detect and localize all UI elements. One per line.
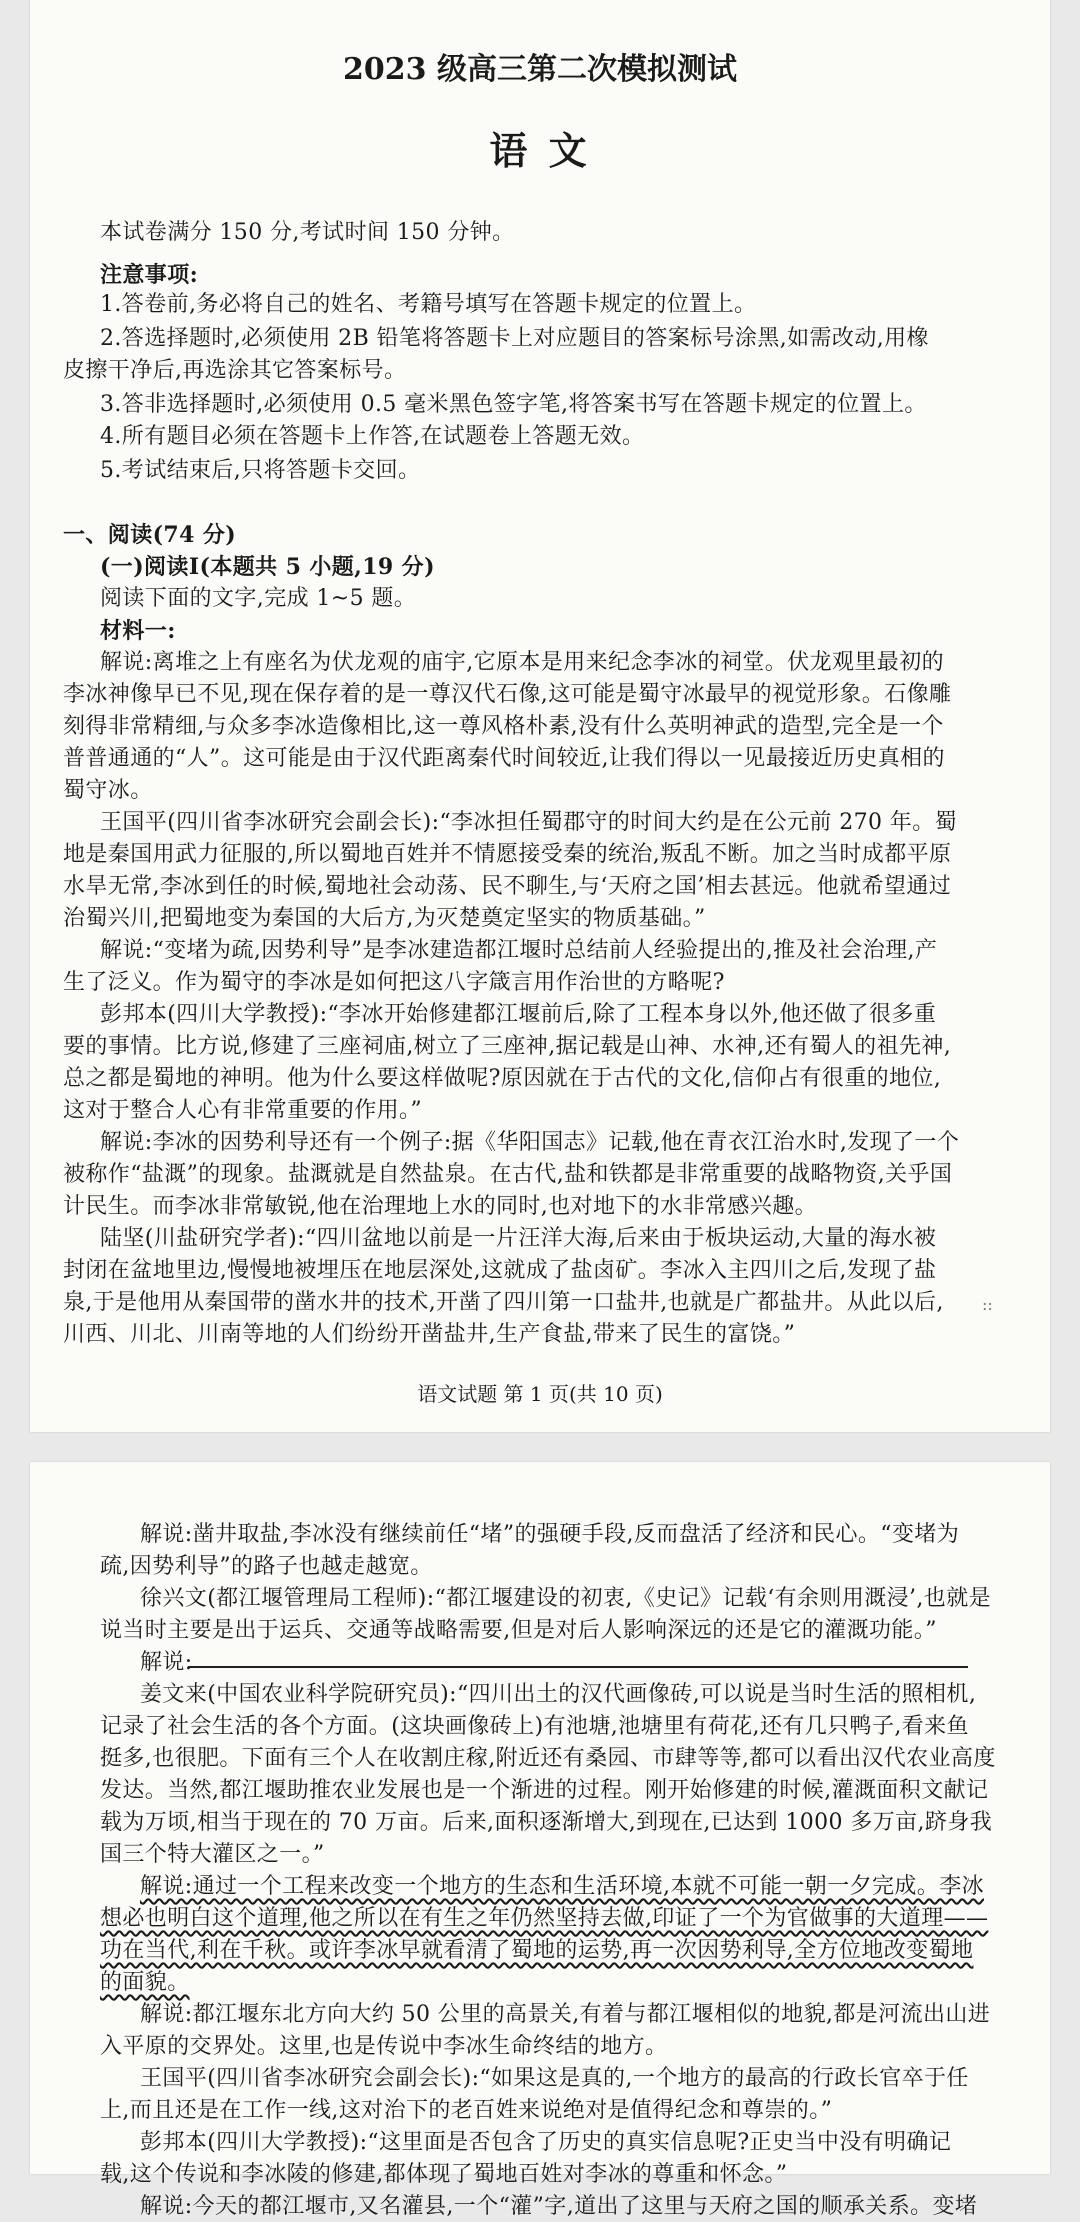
- passage-line: 封闭在盆地里边,慢慢地被埋压在地层深处,这就成了盐卤矿。李冰入主四川之后,发现了盐: [63, 1258, 937, 1283]
- passage-line: 地是秦国用武力征服的,所以蜀地百姓并不情愿接受秦的统治,叛乱不断。加之当时成都平原: [63, 842, 952, 867]
- passage-line: 彭邦本(四川大学教授):“李冰开始修建都江堰前后,除了工程本身以外,他还做了很多重: [100, 1002, 937, 1027]
- passage-line: 泉,于是他用从秦国带的凿水井的技术,开凿了四川第一口盐井,也就是广都盐井。从此以后,: [63, 1290, 944, 1315]
- underlined-passage-line: 解说:通过一个工程来改变一个地方的生态和生活环境,本就不可能一朝一夕完成。李冰: [140, 1874, 985, 1899]
- underlined-passage-line: 想必也明白这个道理,他之所以在有生之年仍然坚持去做,印证了一个为官做事的大道理——: [100, 1906, 989, 1931]
- material-label: 材料一:: [100, 618, 176, 644]
- passage-line: 水旱无常,李冰到任的时候,蜀地社会动荡、民不聊生,与‘天府之国’相去甚远。他就希望通过: [63, 874, 952, 899]
- passage-line: 解说:凿井取盐,李冰没有继续前任“堵”的强硬手段,反而盘活了经济和民心。“变堵为: [140, 1522, 960, 1547]
- passage-line: 解说:都江堰东北方向大约 50 公里的高景关,有着与都江堰相似的地貌,都是河流出山进: [140, 2002, 991, 2027]
- underlined-passage-line: 的面貌。: [100, 1970, 190, 1995]
- passage-line: 彭邦本(四川大学教授):“这里面是否包含了历史的真实信息呢?正史当中没有明确记: [140, 2130, 952, 2155]
- passage-line: 挺多,也很肥。下面有三个人在收割庄稼,附近还有桑园、市肆等等,都可以看出汉代农业高度: [100, 1746, 996, 1771]
- note-line: 1.答卷前,务必将自己的姓名、考籍号填写在答题卡规定的位置上。: [100, 292, 757, 317]
- passage-line: 陆坚(川盐研究学者):“四川盆地以前是一片汪洋大海,后来由于板块运动,大量的海水被: [100, 1226, 937, 1251]
- passage-line: 蜀守冰。: [63, 778, 153, 803]
- passage-line: 说当时主要是出于运兵、交通等战略需要,但是对后人影响深远的还是它的灌溉功能。”: [100, 1618, 937, 1643]
- note-line: 3.答非选择题时,必须使用 0.5 毫米黑色签字笔,将答案书写在答题卡规定的位置上。: [100, 392, 927, 417]
- passage-line: 王国平(四川省李冰研究会副会长):“如果这是真的,一个地方的最高的行政长官卒于任: [140, 2066, 969, 2091]
- passage-line: 发达。当然,都江堰助推农业发展也是一个渐进的过程。刚开始修建的时候,灌溉面积文献记: [100, 1778, 989, 1803]
- passage-line: 生了泛义。作为蜀守的李冰是如何把这八字箴言用作治世的方略呢?: [63, 970, 725, 995]
- page-footer: 语文试题 第 1 页(共 10 页): [417, 1382, 663, 1406]
- passage-line: 要的事情。比方说,修建了三座祠庙,树立了三座神,据记载是山神、水神,还有蜀人的祖先神,: [63, 1034, 952, 1059]
- passage-line: 疏,因势利导”的路子也越走越宽。: [100, 1554, 433, 1579]
- passage-line: 治蜀兴川,把蜀地变为秦国的大后方,为灭楚奠定坚实的物质基础。”: [63, 906, 706, 931]
- passage-line: 刻得非常精细,与众多李冰造像相比,这一尊风格朴素,没有什么英明神武的造型,完全是一个: [63, 714, 944, 739]
- note-line: 4.所有题目必须在答题卡上作答,在试题卷上答题无效。: [100, 424, 645, 449]
- passage-line: 这对于整合人心有非常重要的作用。”: [63, 1098, 423, 1123]
- sub-section-heading: (一)阅读Ⅰ(本题共 5 小题,19 分): [100, 554, 435, 580]
- passage-line: 徐兴文(都江堰管理局工程师):“都江堰建设的初衷,《史记》记载‘有余则用溉浸’,也就是: [140, 1586, 992, 1611]
- passage-line: 上,而且还是在工作一线,这对治下的老百姓来说绝对是值得纪念和尊崇的。”: [100, 2098, 833, 2123]
- passage-line: 姜文来(中国农业科学院研究员):“四川出土的汉代画像砖,可以说是当时生活的照相机,: [140, 1682, 977, 1707]
- passage-line: 入平原的交界处。这里,也是传说中李冰生命终结的地方。: [100, 2034, 668, 2059]
- passage-line: 解说:今天的都江堰市,又名灌县,一个“灌”字,道出了这里与天府之国的顺承关系。变堵: [140, 2194, 978, 2219]
- section-heading: 一、阅读(74 分): [63, 522, 237, 548]
- exam-page-1: [30, 0, 1050, 1432]
- exam-title: 2023 级高三第二次模拟测试: [343, 52, 737, 87]
- exam-intro: 本试卷满分 150 分,考试时间 150 分钟。: [100, 220, 515, 245]
- passage-line: 计民生。而李冰非常敏锐,他在治理地上水的同时,也对地下的水非常感兴趣。: [63, 1194, 817, 1219]
- passage-line: 解说:离堆之上有座名为伏龙观的庙宇,它原本是用来纪念李冰的祠堂。伏龙观里最初的: [100, 650, 945, 675]
- passage-line: 记录了社会生活的各个方面。(这块画像砖上)有池塘,池塘里有荷花,还有几只鸭子,看来鱼: [100, 1714, 969, 1739]
- passage-line: 王国平(四川省李冰研究会副会长):“李冰担任蜀郡守的时间大约是在公元前 270 年。蜀: [100, 810, 958, 835]
- passage-line: 被称作“盐溉”的现象。盐溉就是自然盐泉。在古代,盐和铁都是非常重要的战略物资,关乎国: [63, 1162, 953, 1187]
- notes-heading: 注意事项:: [100, 262, 199, 288]
- scan-mark: ::: [982, 1295, 993, 1314]
- passage-line: 川西、川北、川南等地的人们纷纷开凿盐井,生产食盐,带来了民生的富饶。”: [63, 1322, 796, 1347]
- answer-blank-line: [188, 1666, 968, 1668]
- passage-line: 载,这个传说和李冰陵的修建,都体现了蜀地百姓对李冰的尊重和怀念。”: [100, 2162, 788, 2187]
- section-instruction: 阅读下面的文字,完成 1~5 题。: [100, 586, 417, 611]
- note-line: 5.考试结束后,只将答题卡交回。: [100, 458, 421, 483]
- passage-line: 载为万顷,相当于现在的 70 万亩。后来,面积逐渐增大,到现在,已达到 1000 多万亩,跻身我: [100, 1810, 993, 1835]
- passage-line: 国三个特大灌区之一。”: [100, 1842, 325, 1867]
- passage-line: 总之都是蜀地的神明。他为什么要这样做呢?原因就在于古代的文化,信仰占有很重的地位,: [63, 1066, 942, 1091]
- passage-line: 普普通通的“人”。这可能是由于汉代距离秦代时间较近,让我们得以一见最接近历史真相的: [63, 746, 945, 771]
- passage-line: 解说:: [140, 1650, 193, 1675]
- passage-line: 解说:“变堵为疏,因势利导”是李冰建造都江堰时总结前人经验提出的,推及社会治理,产: [100, 938, 938, 963]
- underlined-passage-line: 功在当代,利在千秋。或许李冰早就看清了蜀地的运势,再一次因势利导,全方位地改变蜀地: [100, 1938, 974, 1963]
- passage-line: 解说:李冰的因势利导还有一个例子:据《华阳国志》记载,他在青衣江治水时,发现了一个: [100, 1130, 960, 1155]
- subject-title: 语 文: [489, 128, 591, 173]
- note-line: 皮擦干净后,再选涂其它答案标号。: [63, 358, 407, 383]
- passage-line: 李冰神像早已不见,现在保存着的是一尊汉代石像,这可能是蜀守冰最早的视觉形象。石像雕: [63, 682, 952, 707]
- note-line: 2.答选择题时,必须使用 2B 铅笔将答题卡上对应题目的答案标号涂黑,如需改动,用橡: [100, 326, 929, 351]
